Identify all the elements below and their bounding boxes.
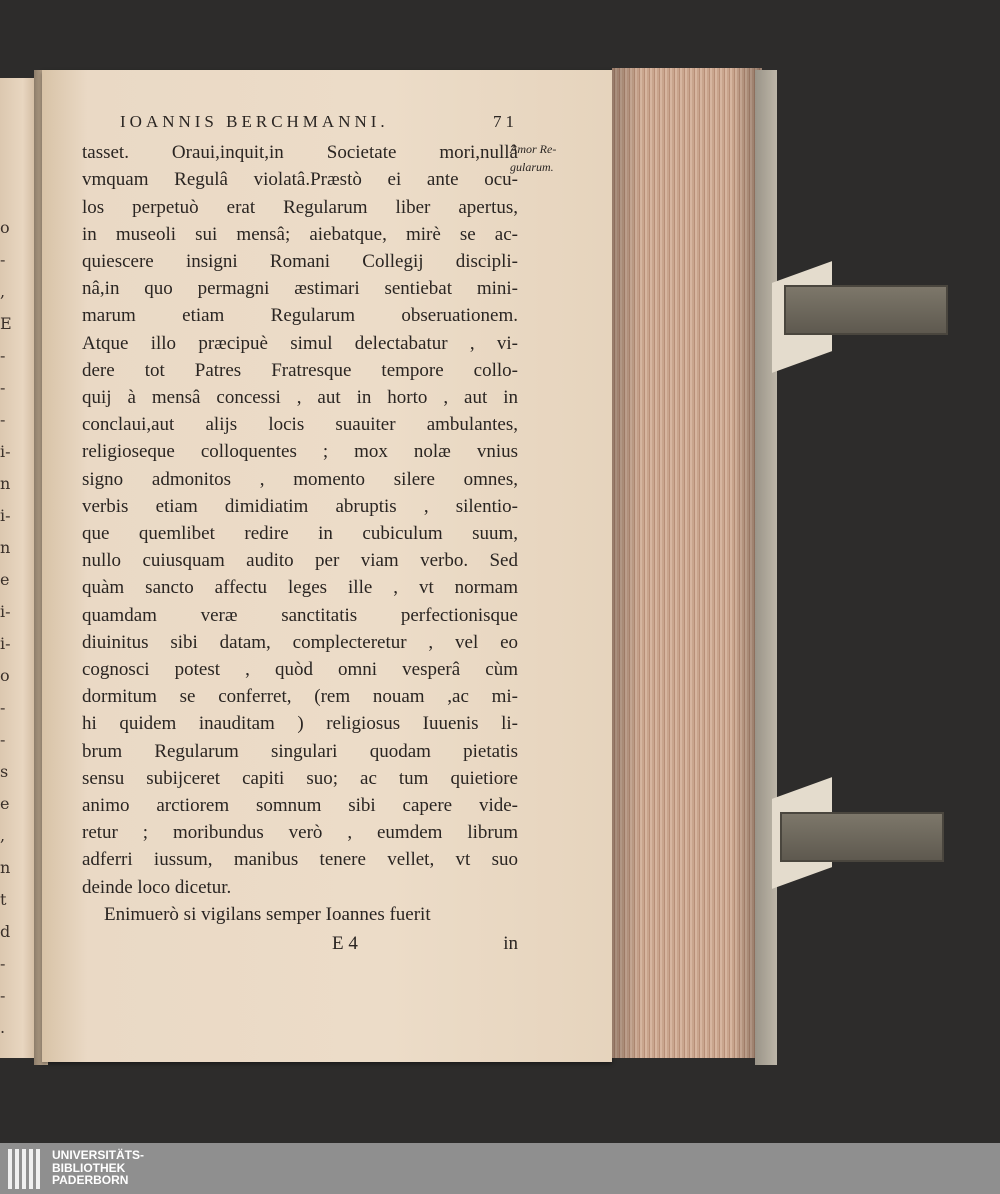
text-line: signo admonitos , momento silere omnes, <box>82 468 518 490</box>
previous-page-fragment: i- <box>0 442 11 461</box>
text-line: los perpetuò erat Regularum liber apertus, <box>82 196 518 218</box>
logo-line: BIBLIOTHEK <box>52 1160 126 1175</box>
previous-page-fragment: E <box>0 314 12 333</box>
text-line: que quemlibet redire in cubiculum suum, <box>82 523 518 545</box>
page-number: 71 <box>493 112 518 131</box>
text-line: vmquam Regulâ violatâ.Præstò ei ante ocu- <box>82 169 518 191</box>
marginal-note-line: Amor Re- <box>510 142 557 156</box>
text-line: deinde loco dicetur. <box>82 876 232 898</box>
text-line: nullo cuiusquam audito per viam verbo. Sed <box>82 550 518 572</box>
text-line: cognosci potest , quòd omni vesperâ cùm <box>82 659 518 681</box>
running-head <box>120 108 518 135</box>
previous-page-fragment: e <box>0 570 10 589</box>
text-line: diuinitus sibi datam, complecteretur , vel eo <box>82 631 518 653</box>
text-line: quamdam veræ sanctitatis perfectionisque <box>82 604 518 626</box>
clasp-top <box>784 285 948 335</box>
signature-mark: E 4 <box>332 933 358 955</box>
previous-page-fragment: . <box>0 1018 6 1037</box>
previous-page-fragment: d <box>0 922 11 941</box>
text-line: sensu subijceret capiti suo; ac tum quietiore <box>82 767 518 789</box>
text-line: quiescere insigni Romani Collegij discipli- <box>82 251 518 273</box>
previous-page-fragment: o <box>0 218 10 237</box>
clasp-bottom <box>780 812 944 862</box>
logo-line: PADERBORN <box>52 1173 129 1187</box>
marginal-note-line: gularum. <box>510 160 554 174</box>
library-logo-icon <box>8 1149 43 1193</box>
previous-page-fragment: e <box>0 794 10 813</box>
previous-page-fragment: s <box>0 762 9 781</box>
catchword: in <box>503 933 518 955</box>
previous-page-fragment: i- <box>0 634 11 653</box>
previous-page-fragment: - <box>0 410 6 429</box>
text-line: conclaui,aut alijs locis suauiter ambulantes, <box>82 414 518 436</box>
text-line: in museoli sui mensâ; aiebatque, mirè se ac- <box>82 223 518 245</box>
text-line: hi quidem inauditam ) religiosus Iuuenis li- <box>82 713 518 735</box>
text-line: marum etiam Regularum obseruationem. <box>82 305 518 327</box>
text-line: dormitum se conferret, (rem nouam ,ac mi- <box>82 686 518 708</box>
previous-page-fragment: t <box>0 890 7 909</box>
marginal-note <box>510 140 600 176</box>
text-lines <box>82 139 518 928</box>
previous-page-fragment: - <box>0 954 6 973</box>
text-line: tasset. Oraui,inquit,in Societate mori,nullâ <box>82 142 518 164</box>
previous-page-fragment: - <box>0 250 6 269</box>
previous-page-fragment: i- <box>0 602 11 621</box>
text-line: nâ,in quo permagni æstimari sentiebat mini- <box>82 278 518 300</box>
text-line: Enimuerò si vigilans semper Ioannes fuerit <box>104 903 431 925</box>
previous-page-fragment: - <box>0 378 6 397</box>
previous-page-fragment: - <box>0 346 6 365</box>
previous-page-fragments <box>0 218 14 1050</box>
page-text <box>82 108 518 957</box>
library-logo-text <box>52 1149 144 1187</box>
library-footer-bar <box>0 1143 1000 1194</box>
previous-page-fragment: - <box>0 730 6 749</box>
page-footer <box>332 930 518 957</box>
text-line: animo arctiorem somnum sibi capere vide- <box>82 795 518 817</box>
book-cover-edge <box>755 70 777 1065</box>
previous-page-fragment: - <box>0 986 6 1005</box>
previous-page-fragment: - <box>0 698 6 717</box>
previous-page-fragment: , <box>0 282 6 301</box>
page-edges-shade <box>612 68 762 1058</box>
text-line: dere tot Patres Fratresque tempore collo- <box>82 359 518 381</box>
previous-page-fragment: i- <box>0 506 11 525</box>
running-head-title: IOANNIS BERCHMANNI. <box>120 112 389 131</box>
text-line: retur ; moribundus verò , eumdem librum <box>82 822 518 844</box>
text-line: brum Regularum singulari quodam pietatis <box>82 740 518 762</box>
logo-line: UNIVERSITÄTS- <box>52 1148 145 1162</box>
previous-page-fragment: n <box>0 858 11 877</box>
previous-page-fragment: n <box>0 474 11 493</box>
text-line: quij à mensâ concessi , aut in horto , aut in <box>82 387 518 409</box>
text-line: verbis etiam dimidiatim abruptis , silentio- <box>82 495 518 517</box>
text-line: Atque illo præcipuè simul delectabatur , vi- <box>82 332 518 354</box>
previous-page-fragment: n <box>0 538 11 557</box>
text-line: adferri iussum, manibus tenere vellet, vt suo <box>82 849 518 871</box>
previous-page-fragment: o <box>0 666 10 685</box>
previous-page-fragment: , <box>0 826 6 845</box>
text-line: quàm sancto affectu leges ille , vt normam <box>82 577 518 599</box>
previous-page-edge <box>0 78 38 1058</box>
text-line: religioseque colloquentes ; mox nolæ vnius <box>82 441 518 463</box>
